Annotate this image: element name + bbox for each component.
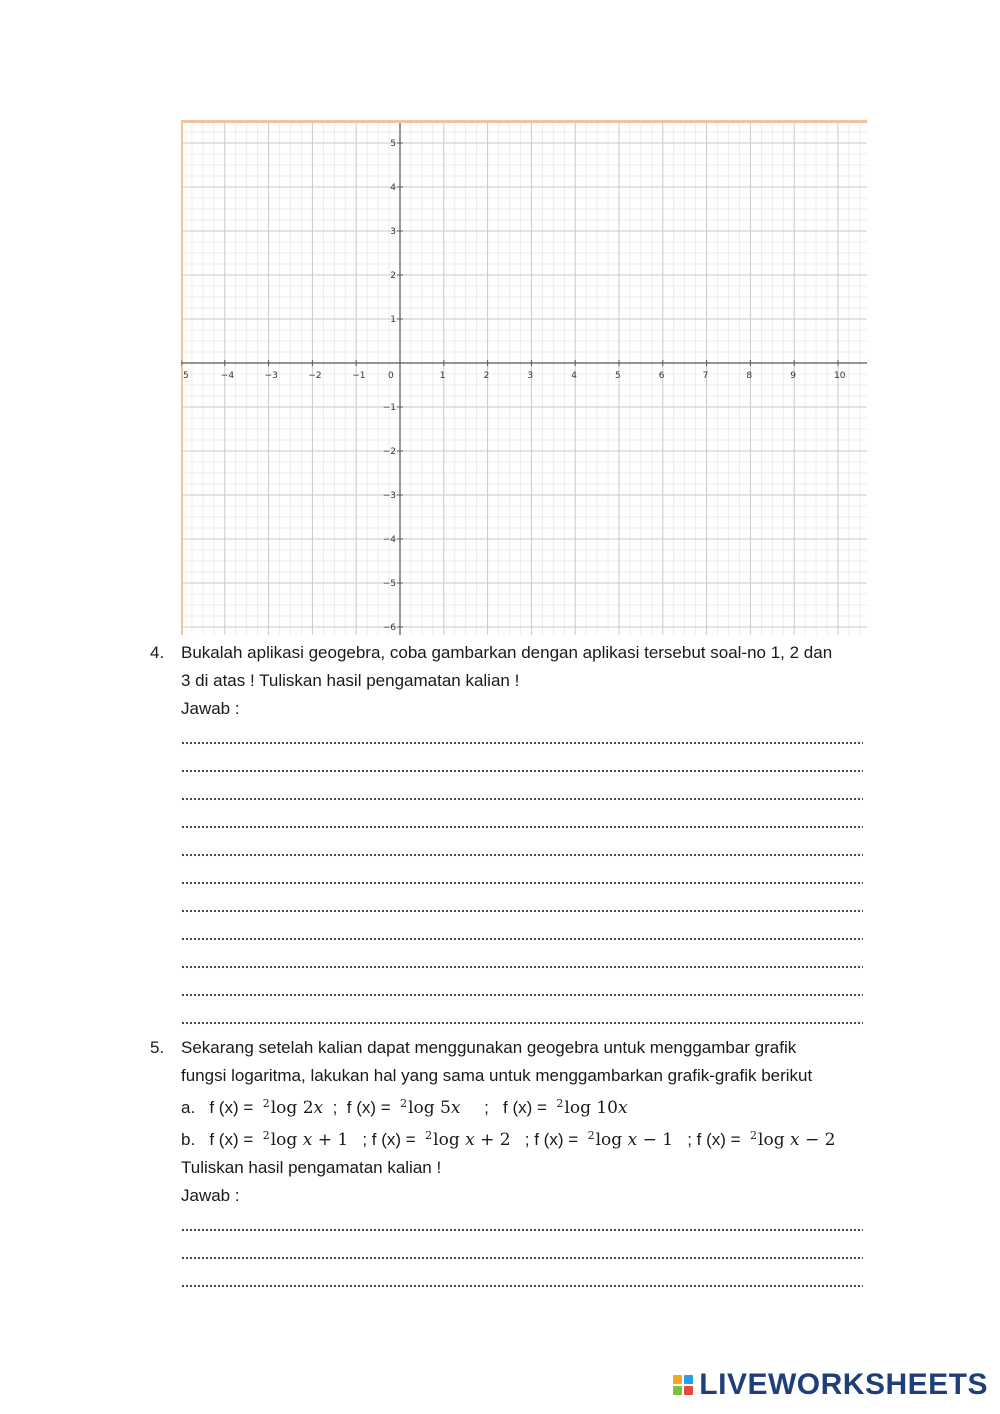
item-b-f4-formula — [750, 1130, 835, 1150]
answer-line[interactable] — [181, 779, 863, 807]
minor-grid-lines — [181, 120, 867, 635]
liveworksheets-logo — [673, 1368, 988, 1402]
x-tick-label: 9 — [790, 371, 796, 381]
item-b-f1-prefix: f (x) = — [209, 1130, 254, 1149]
logo-text: LIVEWORKSHEETS — [699, 1368, 988, 1401]
logo-blocks-icon — [673, 1375, 693, 1395]
coordinate-grid — [181, 120, 867, 635]
question-5 — [150, 1034, 890, 1294]
y-tick-labels — [383, 139, 397, 633]
question-4-answer-label: Jawab : — [181, 699, 240, 718]
x-tick-label: 2 — [483, 371, 490, 381]
log-rest: − 2 — [805, 1130, 836, 1150]
x-tick-label: 5 — [615, 371, 621, 381]
log-base: 2 — [262, 1097, 270, 1110]
item-b-f3-formula — [588, 1130, 673, 1150]
log-var: x — [302, 1130, 313, 1150]
answer-line[interactable] — [181, 751, 863, 779]
question-4-number: 4. — [150, 643, 165, 662]
log-base: 2 — [425, 1129, 433, 1142]
question-5-text-line-2: fungsi logaritma, lakukan hal yang sama untuk menggambarkan grafik-grafik berikut — [181, 1066, 813, 1085]
x-tick-label: 6 — [658, 371, 665, 381]
y-tick-label: 5 — [390, 139, 396, 149]
item-a-f1-formula — [263, 1098, 323, 1118]
item-a-f2-prefix: f (x) = — [346, 1098, 391, 1117]
y-tick-label: −3 — [382, 491, 396, 501]
x-tick-label: 4 — [571, 371, 577, 381]
answer-line[interactable] — [181, 835, 863, 863]
logo-block — [673, 1375, 682, 1384]
answer-line[interactable] — [181, 1003, 863, 1031]
answer-line[interactable] — [181, 1266, 863, 1294]
answer-line[interactable] — [181, 891, 863, 919]
question-5-number: 5. — [150, 1038, 165, 1057]
x-tick-label: 8 — [746, 371, 753, 381]
log-base: 2 — [262, 1129, 270, 1142]
log-rest: + 2 — [480, 1130, 511, 1150]
y-tick-label: −6 — [382, 623, 396, 633]
item-a-sep-1: ; — [332, 1098, 338, 1117]
y-tick-label: −2 — [382, 447, 396, 457]
item-b-f2-formula — [425, 1130, 510, 1150]
y-tick-label: −4 — [382, 535, 396, 545]
item-a-label: a. — [181, 1098, 196, 1117]
log-word: log — [433, 1130, 460, 1150]
question-5-answer-lines — [181, 1210, 890, 1294]
answer-line[interactable] — [181, 1238, 863, 1266]
answer-line[interactable] — [181, 723, 863, 751]
question-4-text-line-2: 3 di atas ! Tuliskan hasil pengamatan kalian ! — [181, 671, 520, 690]
question-4 — [150, 639, 890, 1031]
log-base: 2 — [556, 1097, 564, 1110]
answer-line[interactable] — [181, 919, 863, 947]
log-expr: log 5 — [408, 1098, 451, 1118]
x-tick-labels — [183, 371, 846, 381]
y-tick-label: 3 — [390, 227, 396, 237]
item-a-f2-formula — [400, 1098, 460, 1118]
item-b-f4-prefix: ; f (x) = — [687, 1130, 741, 1149]
log-expr: log 2 — [270, 1098, 314, 1118]
question-5-text-line-1: Sekarang setelah kalian dapat menggunakan geogebra untuk menggambar grafik — [181, 1038, 797, 1057]
major-grid-lines — [181, 120, 867, 635]
x-tick-label: 10 — [834, 371, 846, 381]
y-tick-label: 4 — [390, 183, 396, 193]
item-a-f1-prefix: f (x) = — [209, 1098, 254, 1117]
y-tick-label: −5 — [382, 579, 396, 589]
log-word: log — [595, 1130, 623, 1150]
log-rest: + 1 — [317, 1130, 349, 1150]
answer-line[interactable] — [181, 1210, 863, 1238]
log-base: 2 — [750, 1129, 758, 1142]
item-a-f3-formula — [556, 1098, 627, 1118]
log-word: log — [758, 1130, 785, 1150]
answer-line[interactable] — [181, 807, 863, 835]
question-5-item-a — [181, 1090, 890, 1122]
logo-block — [673, 1386, 682, 1395]
x-tick-label: 5 — [183, 371, 189, 381]
x-tick-label: 0 — [388, 371, 394, 381]
item-b-f1-formula — [263, 1130, 348, 1150]
question-4-text-line-1: Bukalah aplikasi geogebra, coba gambarkan dengan aplikasi tersebut soal-no 1, 2 dan — [181, 643, 833, 662]
grid-svg — [181, 120, 867, 635]
x-tick-label: 3 — [527, 371, 534, 381]
log-var: x — [450, 1098, 461, 1118]
x-tick-label: −3 — [264, 371, 278, 381]
log-word: log — [270, 1130, 298, 1150]
y-tick-label: −1 — [382, 403, 396, 413]
answer-line[interactable] — [181, 947, 863, 975]
y-tick-label: 1 — [390, 315, 396, 325]
item-b-f3-prefix: ; f (x) = — [524, 1130, 579, 1149]
log-expr: log 10 — [564, 1098, 618, 1118]
logo-block — [684, 1375, 693, 1384]
answer-line[interactable] — [181, 863, 863, 891]
item-b-f2-prefix: ; f (x) = — [362, 1130, 416, 1149]
log-var: x — [618, 1098, 628, 1118]
x-tick-label: −4 — [220, 371, 235, 381]
x-tick-label: −1 — [352, 371, 366, 381]
x-tick-label: −2 — [308, 371, 322, 381]
y-tick-label: 2 — [390, 271, 396, 281]
item-a-sep-2: ; — [484, 1098, 489, 1117]
item-b-label: b. — [181, 1130, 196, 1149]
item-a-f3-prefix: f (x) = — [503, 1098, 547, 1117]
question-5-answer-label: Jawab : — [181, 1186, 240, 1205]
log-base: 2 — [587, 1129, 595, 1142]
x-tick-label: 1 — [439, 371, 446, 381]
log-var: x — [627, 1130, 638, 1150]
logo-block — [684, 1386, 693, 1395]
log-base: 2 — [400, 1097, 408, 1110]
question-4-answer-lines — [181, 723, 890, 1031]
log-rest: − 1 — [642, 1130, 674, 1150]
question-5-item-b — [181, 1122, 890, 1154]
grid-border-top — [181, 120, 867, 123]
question-5-instruction: Tuliskan hasil pengamatan kalian ! — [181, 1158, 442, 1177]
log-var: x — [313, 1098, 324, 1118]
answer-line[interactable] — [181, 975, 863, 1003]
log-var: x — [465, 1130, 475, 1150]
x-tick-label: 7 — [702, 371, 709, 381]
log-var: x — [790, 1130, 800, 1150]
